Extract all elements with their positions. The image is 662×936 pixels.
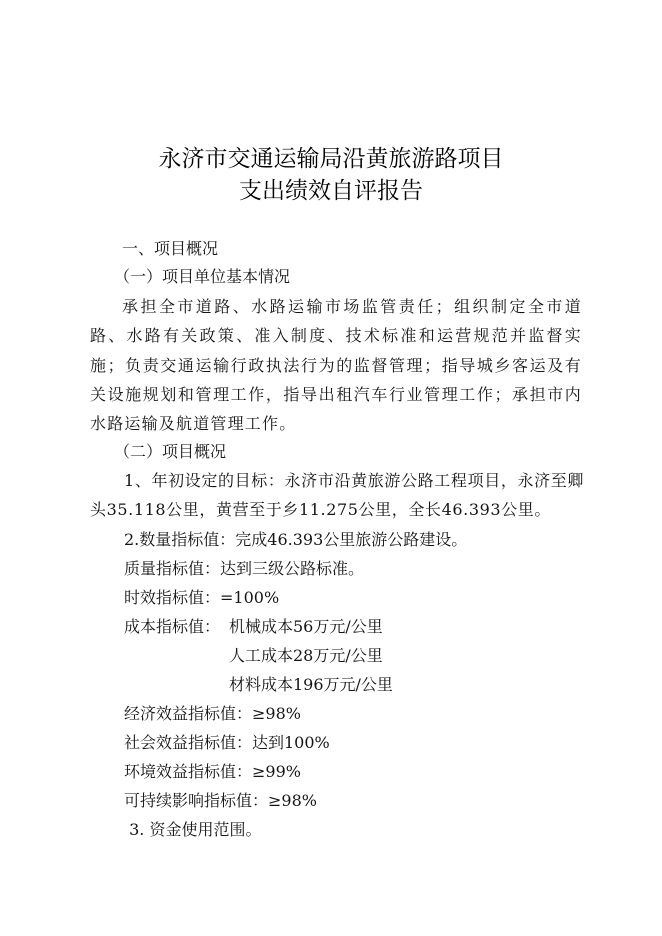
quantity-indicator: 2.数量指标值：完成46.393公里旅游公路建设。	[124, 530, 468, 549]
report-title-line-1: 永济市交通运输局沿黄旅游路项目	[158, 146, 504, 172]
economic-benefit-indicator: 经济效益指标值：≥98%	[124, 704, 301, 723]
sustainability-indicator: 可持续影响指标值：≥98%	[124, 791, 317, 810]
timeliness-indicator: 时效指标值：=100%	[124, 588, 280, 607]
subsection-heading-unit-info: （一）项目单位基本情况	[114, 267, 291, 286]
cost-machine: 机械成本56万元/公里	[229, 617, 383, 636]
quality-indicator: 质量指标值：达到三级公路标准。	[124, 559, 365, 578]
subsection-heading-project-overview: （二）项目概况	[114, 442, 227, 461]
social-benefit-indicator: 社会效益指标值：达到100%	[124, 733, 330, 752]
cost-material: 材料成本196万元/公里	[229, 675, 393, 694]
unit-info-paragraph: 承担全市道路、水路运输市场监管责任；组织制定全市道路、水路有关政策、准入制度、技术标准和运营规范并监督实施；负责交通运输行政执法行为的监督管理；指导城乡客运及有关设施规划和管理工作，指导出租汽车行业管理工作；承担市内水路运输及航道管理工作。	[90, 297, 582, 434]
report-title-line-2: 支出绩效自评报告	[239, 178, 423, 204]
funds-usage-heading: 3. 资金使用范围。	[124, 820, 262, 839]
annual-goal-paragraph: 1、年初设定的目标：永济市沿黄旅游公路工程项目，永济至卿头35.118公里，黄营至于乡11.275公里，全长46.393公里。	[90, 471, 584, 519]
section-heading-project-overview: 一、项目概况	[122, 239, 219, 258]
cost-indicator-label: 成本指标值：	[124, 617, 221, 636]
environment-benefit-indicator: 环境效益指标值：≥99%	[124, 762, 301, 781]
cost-labor: 人工成本28万元/公里	[229, 646, 383, 665]
